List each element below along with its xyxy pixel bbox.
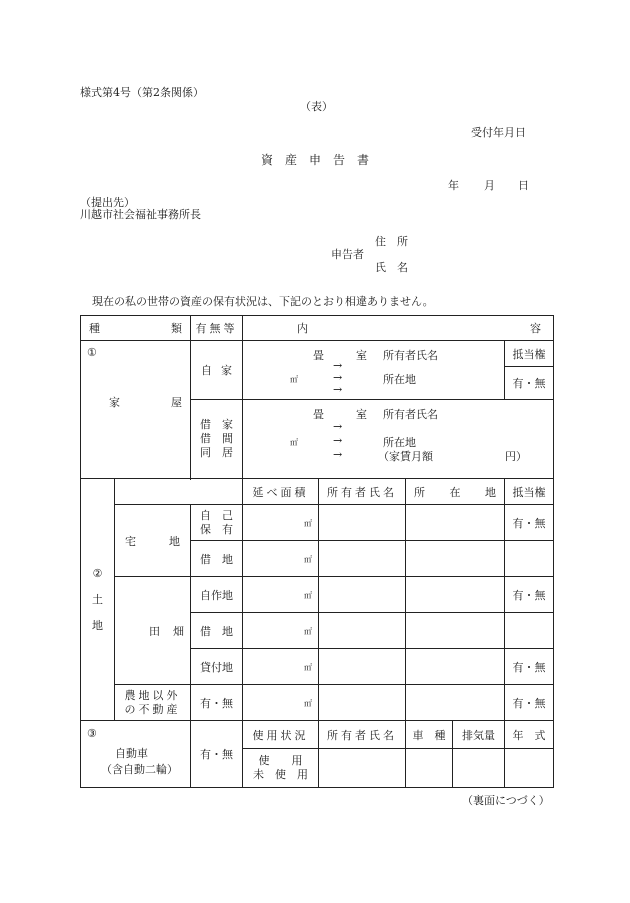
continue-note: （裏面につづく） [462,794,550,807]
owner-name-label: 所有者氏名 [383,408,438,421]
mortgage-label: 抵当権 [505,341,554,367]
rented-out-label: 貸付地 [191,649,243,685]
col-presence: 有無等 [191,316,243,341]
floor-area-header: 延べ面積 [243,479,319,505]
arrow: → [333,383,343,396]
mortgage-cell [505,613,554,649]
land-label-a: 土 [92,592,103,606]
received-date-label: 受付年月日 [471,126,526,139]
land-kind-cell [81,479,115,721]
location-cell [406,649,505,685]
asset-table [80,315,554,788]
statement: 現在の私の世帯の資産の保有状況は、下記のとおり相違ありません。 [92,295,434,308]
tatami-label: 畳 [313,349,324,362]
arrow: → [333,359,343,372]
location-label: 所在地 [383,436,416,449]
field-b: 畑 [173,624,184,638]
owner-cell [319,649,406,685]
residential-b: 地 [169,534,180,548]
sqm-unit: ㎡ [290,375,298,384]
name-label: 氏 名 [375,261,408,274]
house-label-b: 屋 [171,395,182,409]
owner-name-header: 所有者氏名 [319,479,406,505]
own-house-a: 自 [201,364,212,377]
displacement-header: 排気量 [453,721,505,749]
mortgage-yes-no: 有・無 [505,685,554,721]
location-c: 地 [485,485,496,499]
sqm-cell [243,649,319,685]
page-title: 資産申告書 [261,153,382,167]
arrow: → [333,420,343,433]
own-holding-2: 保 有 [200,522,233,536]
sqm-cell [243,685,319,721]
non-farm-1: 農地以外 [124,688,181,702]
own-house-b: 家 [221,364,232,377]
model-year-header: 年 式 [505,721,554,749]
non-farm-label-cell [115,685,191,721]
sqm-unit: ㎡ [290,438,298,447]
non-farm-2: の不動産 [124,702,181,716]
addressee: 川越市社会福祉事務所長 [80,208,201,221]
sqm-unit: ㎡ [304,519,312,528]
usage-options-cell [243,749,319,788]
col-content: 内 [297,322,308,335]
location-label: 所在地 [383,373,416,386]
address-label: 住 所 [375,235,408,248]
leased-field-label: 借 地 [191,613,243,649]
in-use-option: 使 用 [258,754,303,768]
rent-amount-label: （家賃月額 [378,450,433,463]
unused-option: 未 使 用 [253,768,308,782]
sqm-unit: ㎡ [304,555,312,564]
vehicle-owner-cell [319,749,406,788]
owner-name-label: 所有者氏名 [383,349,438,362]
usage-header: 使用状況 [243,721,319,749]
date-month: 月 [484,179,495,192]
model-year-cell [505,749,554,788]
mortgage-yes-no: 有・無 [505,367,554,400]
mortgage-yes-no: 有・無 [505,505,554,541]
date-day: 日 [518,179,529,192]
sqm-cell [243,613,319,649]
sqm-unit: ㎡ [304,591,312,600]
own-holding-1: 自 己 [200,508,233,522]
sqm-cell [243,505,319,541]
house-label-a: 家 [109,395,120,409]
rent-type-3: 同 居 [200,446,233,459]
mortgage-yes-no: 有・無 [505,577,554,613]
side-label: （表） [300,100,333,113]
owner-cell [319,685,406,721]
own-house-details [243,341,505,400]
owner-cell [319,505,406,541]
rent-details [243,400,554,479]
col-kind: 種 [89,322,100,335]
table-header-row [81,316,554,341]
vehicle-kind-cell [81,721,191,788]
own-holding-cell [191,505,243,541]
owner-cell [319,577,406,613]
mortgage-cell [505,541,554,577]
location-cell [406,541,505,577]
non-farm-yes-no: 有・無 [191,685,243,721]
rent-types-cell [191,400,243,479]
date-year: 年 [448,179,459,192]
form-number: 様式第4号（第2条関係） [80,86,204,99]
vehicle-owner-header: 所有者氏名 [319,721,406,749]
arrow: → [333,371,343,384]
field-a: 田 [149,624,160,638]
sqm-cell [243,541,319,577]
yen-label: 円） [505,450,527,463]
vehicle-label-1: 自動車 [115,747,148,760]
sqm-unit: ㎡ [304,627,312,636]
field-label-cell [115,577,191,685]
tatami-label: 畳 [313,408,324,421]
arrow: → [333,434,343,447]
rent-type-1: 借 家 [200,418,233,431]
location-header [406,479,505,505]
room-label: 室 [356,349,367,362]
room-label: 室 [356,408,367,421]
location-cell [406,577,505,613]
displacement-cell [453,749,505,788]
car-type-cell [406,749,453,788]
residential-a: 宅 [125,534,136,548]
col-kind-2: 類 [171,322,182,335]
vehicle-number: ③ [87,727,97,740]
owner-cell [319,541,406,577]
vehicle-yes-no: 有・無 [191,721,243,788]
location-cell [406,505,505,541]
declarant-label: 申告者 [331,248,364,261]
land-number: ② [92,566,103,580]
sqm-unit: ㎡ [304,699,312,708]
location-cell [406,613,505,649]
leased-land-label: 借 地 [191,541,243,577]
arrow: → [333,448,343,461]
house-kind-cell [81,341,191,479]
owner-cell [319,613,406,649]
residential-label-cell [115,505,191,577]
location-a: 所 [414,485,425,499]
rent-type-2: 借 間 [200,432,233,445]
mortgage-header: 抵当権 [505,479,554,505]
car-type-header: 車 種 [406,721,453,749]
location-cell [406,685,505,721]
house-number: ① [87,345,97,359]
submit-to-label: （提出先） [80,196,135,209]
sqm-unit: ㎡ [304,663,312,672]
vehicle-label-2: （含自動二輪） [101,763,178,776]
mortgage-yes-no: 有・無 [505,649,554,685]
own-house-cell [191,341,243,400]
sqm-cell [243,577,319,613]
location-b: 在 [449,485,461,499]
self-farmed-label: 自作地 [191,577,243,613]
land-label-b: 地 [92,618,103,632]
col-content-2: 容 [530,322,541,335]
